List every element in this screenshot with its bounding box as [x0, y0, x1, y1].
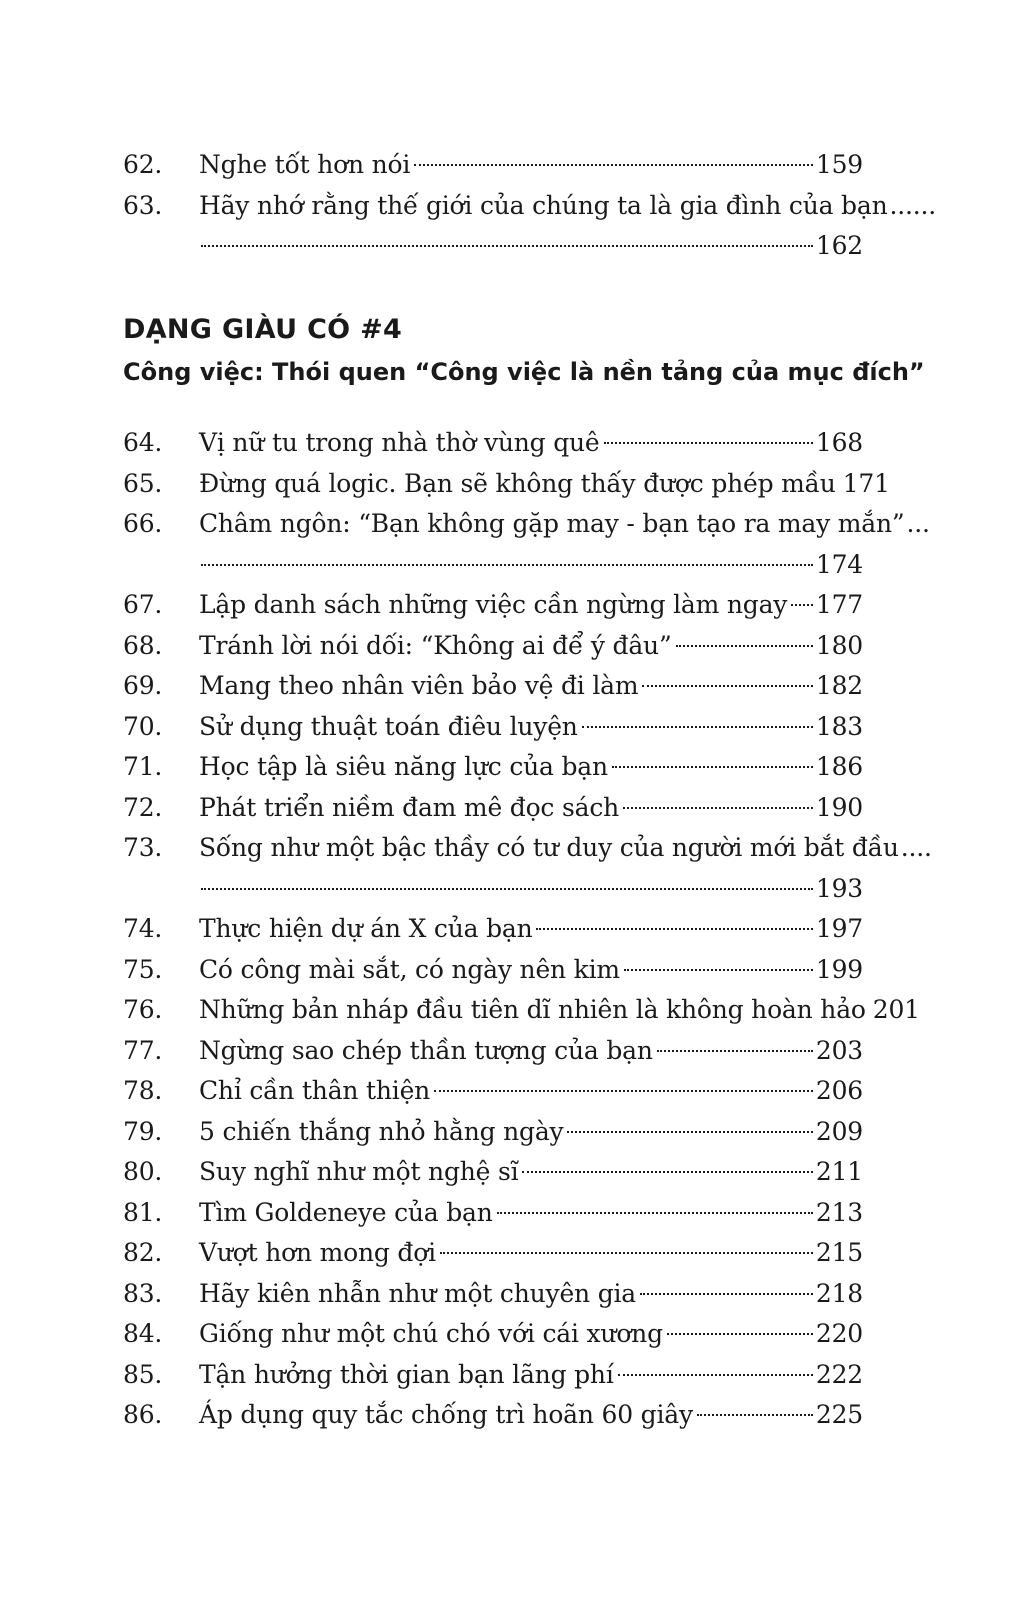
dot-leader: [791, 604, 813, 606]
toc-entry-title: Ngừng sao chép thần tượng của bạn: [199, 1035, 653, 1065]
toc-entry-title: Hãy kiên nhẫn như một chuyên gia: [199, 1278, 637, 1308]
toc-entry: [123, 145, 863, 186]
toc-entry: [123, 788, 863, 829]
toc-entry-number: 68.: [123, 630, 163, 660]
toc-entry: [123, 1314, 863, 1355]
dot-leader: [640, 1293, 813, 1295]
dot-leader: [440, 1252, 813, 1254]
toc-entry-number: 80.: [123, 1157, 163, 1186]
dot-leader: [612, 766, 813, 768]
section-heading: DẠNG GIÀU CÓ #4: [123, 314, 403, 345]
toc-entry-trailing-dots: ...: [906, 509, 930, 538]
toc-entry-title: Vị nữ tu trong nhà thờ vùng quê: [199, 428, 600, 457]
toc-entry-number: 65.: [123, 468, 163, 498]
dot-leader: [618, 1374, 813, 1376]
toc-entry: [123, 1031, 863, 1072]
toc-entry-page-number: 159: [815, 150, 863, 179]
toc-entry: [123, 990, 920, 1031]
toc-entry-title: Áp dụng quy tắc chống trì hoãn 60 giây: [199, 1400, 693, 1429]
toc-entry-page-number: 213: [815, 1197, 863, 1227]
toc-entry-title: Châm ngôn: “Bạn không gặp may - bạn tạo ra may mắn”: [199, 509, 905, 538]
toc-entry-number: 86.: [123, 1400, 163, 1429]
toc-entry-continuation: [123, 869, 863, 910]
toc-entry-title: Chỉ cần thân thiện: [199, 1076, 431, 1105]
toc-entry-page-number: 177: [815, 590, 863, 619]
toc-entry-page-number: 222: [815, 1359, 863, 1389]
toc-entry: [123, 1233, 863, 1274]
toc-entry-number: 62.: [123, 150, 163, 179]
dot-leader: [201, 888, 813, 890]
toc-entry: [123, 950, 863, 991]
toc-entry-number: 81.: [123, 1197, 163, 1227]
dot-leader: [536, 928, 812, 930]
toc-entry: [123, 423, 863, 464]
dot-leader: [582, 726, 813, 728]
toc-entry-page-number: 197: [815, 914, 863, 943]
toc-entry-title: Những bản nháp đầu tiên dĩ nhiên là không hoàn hảo: [199, 995, 866, 1024]
toc-entry: [123, 1395, 863, 1436]
toc-entry-number: 77.: [123, 1035, 163, 1065]
toc-entry-title: Tận hưởng thời gian bạn lãng phí: [199, 1359, 614, 1389]
toc-entry-title: Lập danh sách những việc cần ngừng làm ngay: [199, 590, 788, 619]
toc-entry-title: Sử dụng thuật toán điêu luyện: [199, 711, 578, 741]
toc-entry-page-number: 183: [815, 711, 863, 741]
toc-entry-page-number: 225: [815, 1400, 863, 1429]
toc-entry-page-number: 190: [815, 792, 863, 822]
toc-entry: [123, 1112, 863, 1153]
toc-entry: [123, 1274, 863, 1315]
toc-entry-page-number: 203: [815, 1035, 863, 1065]
toc-entry: [123, 504, 930, 545]
section-subheading: Công việc: Thói quen “Công việc là nền tảng của mục đích”: [123, 358, 925, 386]
toc-entry-number: 63.: [123, 190, 163, 220]
toc-entry-number: 82.: [123, 1238, 163, 1267]
toc-entry-number: 64.: [123, 428, 163, 457]
toc-entry: [123, 1152, 863, 1193]
toc-entry-number: 67.: [123, 590, 163, 619]
toc-entry: [123, 585, 863, 626]
dot-leader: [657, 1050, 813, 1052]
toc-entry-page-number: 182: [815, 671, 863, 700]
toc-entry-title: 5 chiến thắng nhỏ hằng ngày: [199, 1116, 564, 1146]
toc-entry-title: Có công mài sắt, có ngày nên kim: [199, 954, 620, 984]
toc-entry-trailing-dots: ....: [900, 833, 932, 862]
toc-entry: [123, 1193, 863, 1234]
toc-entry: [123, 828, 932, 869]
dot-leader: [567, 1131, 812, 1133]
toc-entry-title: Tìm Goldeneye của bạn: [199, 1197, 493, 1227]
toc-entry-number: 70.: [123, 711, 163, 741]
dot-leader: [676, 645, 813, 647]
dot-leader: [667, 1333, 813, 1335]
toc-entry-page-number: 199: [815, 954, 863, 984]
toc-entry-title: Hãy nhớ rằng thế giới của chúng ta là gia đình của bạn: [199, 190, 888, 220]
toc-entry-title: Đừng quá logic. Bạn sẽ không thấy được phép mầu: [199, 468, 836, 498]
toc-entry: [123, 707, 863, 748]
toc-entry-page-number: 206: [815, 1076, 863, 1105]
toc-entry-number: 74.: [123, 914, 163, 943]
toc-entry-title: Mang theo nhân viên bảo vệ đi làm: [199, 671, 639, 700]
dot-leader: [201, 564, 813, 566]
toc-entry-number: 79.: [123, 1116, 163, 1146]
dot-leader: [522, 1171, 812, 1173]
toc-entry-page-number: 171: [842, 468, 890, 498]
toc-entry-page-number: 218: [815, 1278, 863, 1308]
toc-entry-page-number: 209: [815, 1116, 863, 1146]
toc-entry: [123, 1355, 863, 1396]
toc-entry-page-number: 201: [872, 995, 920, 1024]
toc-entry: [123, 666, 863, 707]
toc-entry: [123, 747, 863, 788]
toc-entry-number: 76.: [123, 995, 163, 1024]
toc-entry: [123, 1071, 863, 1112]
dot-leader: [414, 164, 813, 166]
toc-list-previous-section: [123, 145, 936, 267]
toc-entry-title: Nghe tốt hơn nói: [199, 150, 411, 179]
toc-entry-page-number: 186: [815, 752, 863, 781]
dot-leader: [604, 442, 813, 444]
toc-entry-page-number: 211: [815, 1157, 863, 1186]
dot-leader: [434, 1090, 813, 1092]
toc-entry-page-number: 180: [815, 630, 863, 660]
toc-entry-title: Thực hiện dự án X của bạn: [199, 914, 533, 943]
dot-leader: [497, 1212, 813, 1214]
toc-entry: [123, 464, 890, 505]
toc-entry-page-number: 168: [815, 428, 863, 457]
dot-leader: [624, 969, 813, 971]
toc-entry-title: Vượt hơn mong đợi: [199, 1238, 436, 1267]
toc-entry-number: 84.: [123, 1319, 163, 1348]
toc-entry-title: Phát triển niềm đam mê đọc sách: [199, 792, 620, 822]
toc-entry: [123, 909, 863, 950]
toc-entry: [123, 186, 936, 227]
dot-leader: [642, 685, 813, 687]
toc-entry-page-number: 162: [815, 231, 863, 260]
toc-entry-number: 72.: [123, 792, 163, 822]
toc-entry-number: 75.: [123, 954, 163, 984]
dot-leader: [623, 807, 813, 809]
toc-entry-trailing-dots: ......: [889, 190, 936, 220]
toc-entry-title: Suy nghĩ như một nghệ sĩ: [199, 1157, 519, 1186]
toc-entry-page-number: 174: [815, 549, 863, 579]
toc-entry-number: 66.: [123, 509, 163, 538]
toc-entry-number: 85.: [123, 1359, 163, 1389]
toc-list: [123, 423, 932, 1436]
toc-entry-page-number: 215: [815, 1238, 863, 1267]
dot-leader: [201, 245, 813, 247]
toc-entry-title: Học tập là siêu năng lực của bạn: [199, 752, 608, 781]
toc-entry-number: 83.: [123, 1278, 163, 1308]
toc-entry-number: 69.: [123, 671, 163, 700]
toc-entry-title: Giống như một chú chó với cái xương: [199, 1319, 663, 1348]
toc-entry-page-number: 220: [815, 1319, 863, 1348]
toc-entry-number: 73.: [123, 833, 163, 862]
toc-entry-title: Tránh lời nói dối: “Không ai để ý đâu”: [199, 630, 672, 660]
toc-entry: [123, 626, 863, 667]
dot-leader: [697, 1414, 813, 1416]
toc-entry-number: 78.: [123, 1076, 163, 1105]
toc-entry-page-number: 193: [815, 873, 863, 903]
toc-entry-continuation: [123, 545, 863, 586]
toc-entry-number: 71.: [123, 752, 163, 781]
toc-entry-title: Sống như một bậc thầy có tư duy của người mới bắt đầu: [199, 833, 899, 862]
toc-entry-continuation: [123, 226, 863, 267]
